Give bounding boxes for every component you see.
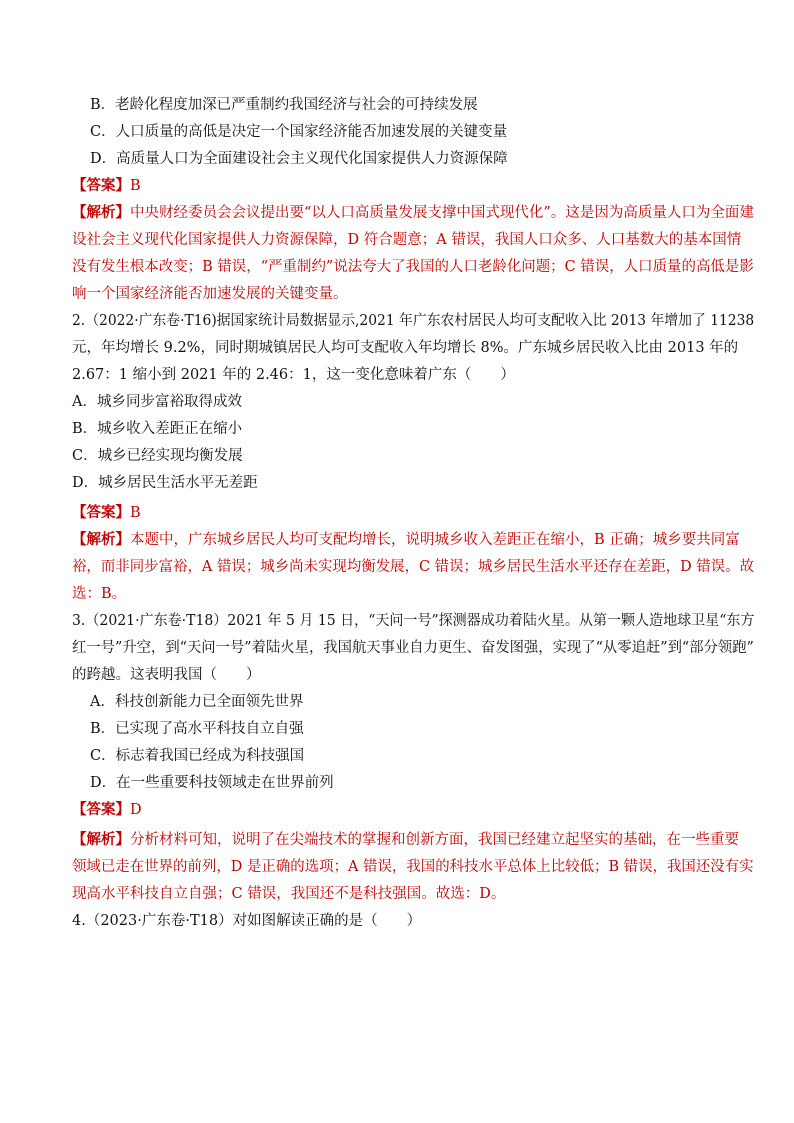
q4-stem: 4.（2023·广东卷·T18）对如图解读正确的是（ ） (72, 913, 422, 929)
analysis-text: 本题中，广东城乡居民人均可支配均增长，说明城乡收入差距正在缩小，B 正确；城乡要共同富 (130, 532, 740, 548)
answer-value: B (130, 505, 141, 521)
q1-analysis-line-3: 没有发生根本改变；B 错误，“严重制约”说法夸大了我国的人口老龄化问题；C 错误，人口质量的高低是影 (72, 259, 754, 275)
q1-option-d: D．高质量人口为全面建设社会主义现代化国家提供人力资源保障 (90, 151, 508, 167)
q3-option-b: B．已实现了高水平科技自立自强 (90, 721, 304, 737)
q2-stem-line-2: 元，年均增长 9.2%，同时期城镇居民人均可支配收入年均增长 8%。广东城乡居民收入比由 2013 年的 (72, 340, 739, 356)
analysis-text: 中央财经委员会会议提出要“以人口高质量发展支撑中国式现代化”。这是因为高质量人口为全面建 (130, 205, 754, 221)
q3-analysis-line-2: 领域已走在世界的前列，D 是正确的选项；A 错误，我国的科技水平总体上比较低；B 错误，我国还没有实 (72, 859, 754, 875)
q2-option-a: A．城乡同步富裕取得成效 (72, 394, 242, 410)
q3-option-a: A．科技创新能力已全面领先世界 (90, 694, 304, 710)
q2-analysis-line-3: 选：B。 (72, 586, 127, 602)
answer-value: D (130, 802, 142, 818)
q2-analysis-line-2: 裕，而非同步富裕，A 错误；城乡尚未实现均衡发展，C 错误；城乡居民生活水平还存在差距，D 错误。故 (72, 559, 755, 575)
q3-option-c: C．标志着我国已经成为科技强国 (90, 748, 305, 764)
q1-option-b: B．老龄化程度加深已严重制约我国经济与社会的可持续发展 (90, 97, 478, 113)
q1-analysis-line-2: 设社会主义现代化国家提供人力资源保障，D 符合题意；A 错误，我国人口众多、人口基数大的基本国情 (72, 232, 742, 248)
q2-analysis-line-1 (72, 530, 740, 550)
q3-stem-line-3: 的跨越。这表明我国（ ） (72, 667, 261, 683)
q2-option-b: B．城乡收入差距正在缩小 (72, 421, 243, 437)
analysis-label: 【解析】 (72, 531, 130, 548)
q3-stem-line-1: 3.（2021·广东卷·T18）2021 年 5 月 15 日，“天问一号”探测器成功着陆火星。从第一颗人造地球卫星“东方 (72, 613, 755, 629)
q2-stem-line-3: 2.67：1 缩小到 2021 年的 2.46：1，这一变化意味着广东（ ） (72, 367, 515, 383)
answer-label: 【答案】 (72, 801, 130, 818)
q2-stem-line-1: 2.（2022·广东卷·T16)据国家统计局数据显示,2021 年广东农村居民人均可支配收入比 2013 年增加了 11238 (72, 313, 755, 329)
q3-analysis-line-1 (72, 830, 739, 850)
analysis-label: 【解析】 (72, 204, 130, 221)
q1-analysis-line-4: 响一个国家经济能否加速发展的关键变量。 (72, 286, 348, 302)
analysis-label: 【解析】 (72, 831, 130, 848)
q3-option-d: D．在一些重要科技领域走在世界前列 (90, 775, 334, 791)
q1-analysis-line-1 (72, 203, 754, 223)
answer-label: 【答案】 (72, 504, 130, 521)
analysis-text: 分析材料可知，说明了在尖端技术的掌握和创新方面，我国已经建立起坚实的基础，在一些重要 (130, 832, 739, 848)
q3-stem-line-2: 红一号”升空，到“天问一号”着陆火星，我国航天事业自力更生、奋发图强，实现了“从零追赶”到“部分领跑” (72, 640, 754, 656)
q3-answer (72, 800, 142, 820)
answer-value: B (130, 178, 141, 194)
q2-option-c: C．城乡已经实现均衡发展 (72, 448, 243, 464)
q1-answer (72, 176, 141, 196)
q2-option-d: D．城乡居民生活水平无差距 (72, 475, 258, 491)
q3-analysis-line-3: 现高水平科技自立自强；C 错误，我国还不是科技强国。故选：D。 (72, 886, 506, 902)
answer-label: 【答案】 (72, 177, 130, 194)
q1-option-c: C．人口质量的高低是决定一个国家经济能否加速发展的关键变量 (90, 124, 508, 140)
q2-answer (72, 503, 141, 523)
